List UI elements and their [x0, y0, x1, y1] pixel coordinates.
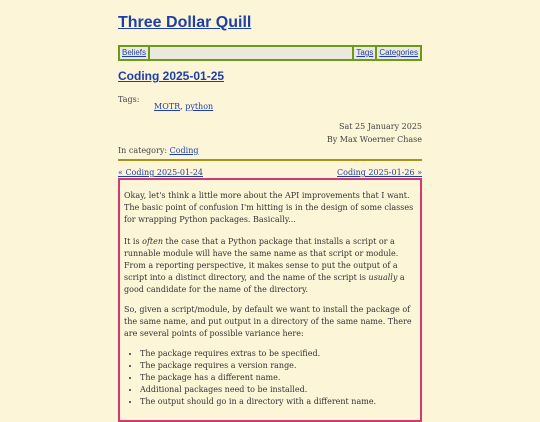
paragraph-3: So, given a script/module, by default we want to install the package of the same name, and put output in a directory of the same name. There are several points of possible variance here: [124, 305, 412, 338]
list-item: • The output should go in a directory with a different name. [140, 396, 412, 408]
post-content [118, 178, 422, 422]
post-category [118, 146, 198, 155]
emphasis-often: often [142, 237, 164, 246]
category-link-coding[interactable]: Coding [169, 146, 199, 155]
paragraph-2-text: the case that a Python package that installs a script or a runnable module will have the same name as that script or module. From a reporting perspective, it makes sense to put the output of a script into a distinct directory, and the name of the script is [124, 237, 399, 282]
paragraph-1: Okay, let's think a little more about the API improvements that I want. The basic point of confusion I'm hitting is in the design of some classes for wrapping Python packages. Basically... [124, 191, 414, 224]
tag-link-python[interactable]: python [185, 102, 214, 111]
tag-separator: , [180, 102, 186, 111]
nav-bar [118, 45, 422, 61]
nav-link-tags[interactable]: Tags [356, 48, 374, 57]
prev-post-link[interactable]: « Coding 2025-01-24 [118, 168, 203, 177]
divider [118, 159, 422, 161]
paragraph-2-text: a good candidate for the name of the directory. [124, 273, 405, 294]
nav-link-categories[interactable]: Categories [379, 48, 418, 57]
list-item: • Additional packages need to be installed. [140, 384, 412, 396]
tag-link-motr[interactable]: MOTR [154, 102, 181, 111]
tags-label: Tags: [118, 95, 140, 104]
paragraph-2 [124, 236, 414, 296]
variance-list [124, 348, 412, 408]
list-item: • The package requires a version range. [140, 360, 412, 372]
paragraph-2-text: It is [124, 237, 143, 246]
post-date: Sat 25 January 2025 [338, 122, 422, 131]
site-title-link[interactable]: Three Dollar Quill [118, 14, 252, 31]
nav-link-beliefs[interactable]: Beliefs [122, 48, 147, 57]
nav-spacer [150, 47, 352, 59]
emphasis-usually: usually [368, 273, 398, 282]
category-label: In category: [118, 146, 168, 155]
list-item: • The package has a different name. [140, 372, 412, 384]
tags-list [154, 102, 213, 111]
list-item: • The package requires extras to be specified. [140, 348, 412, 360]
post-author: By Max Woerner Chase [326, 135, 422, 144]
next-post-link[interactable]: Coding 2025-01-26 » [337, 168, 422, 177]
post-title-link[interactable]: Coding 2025-01-25 [118, 69, 225, 83]
